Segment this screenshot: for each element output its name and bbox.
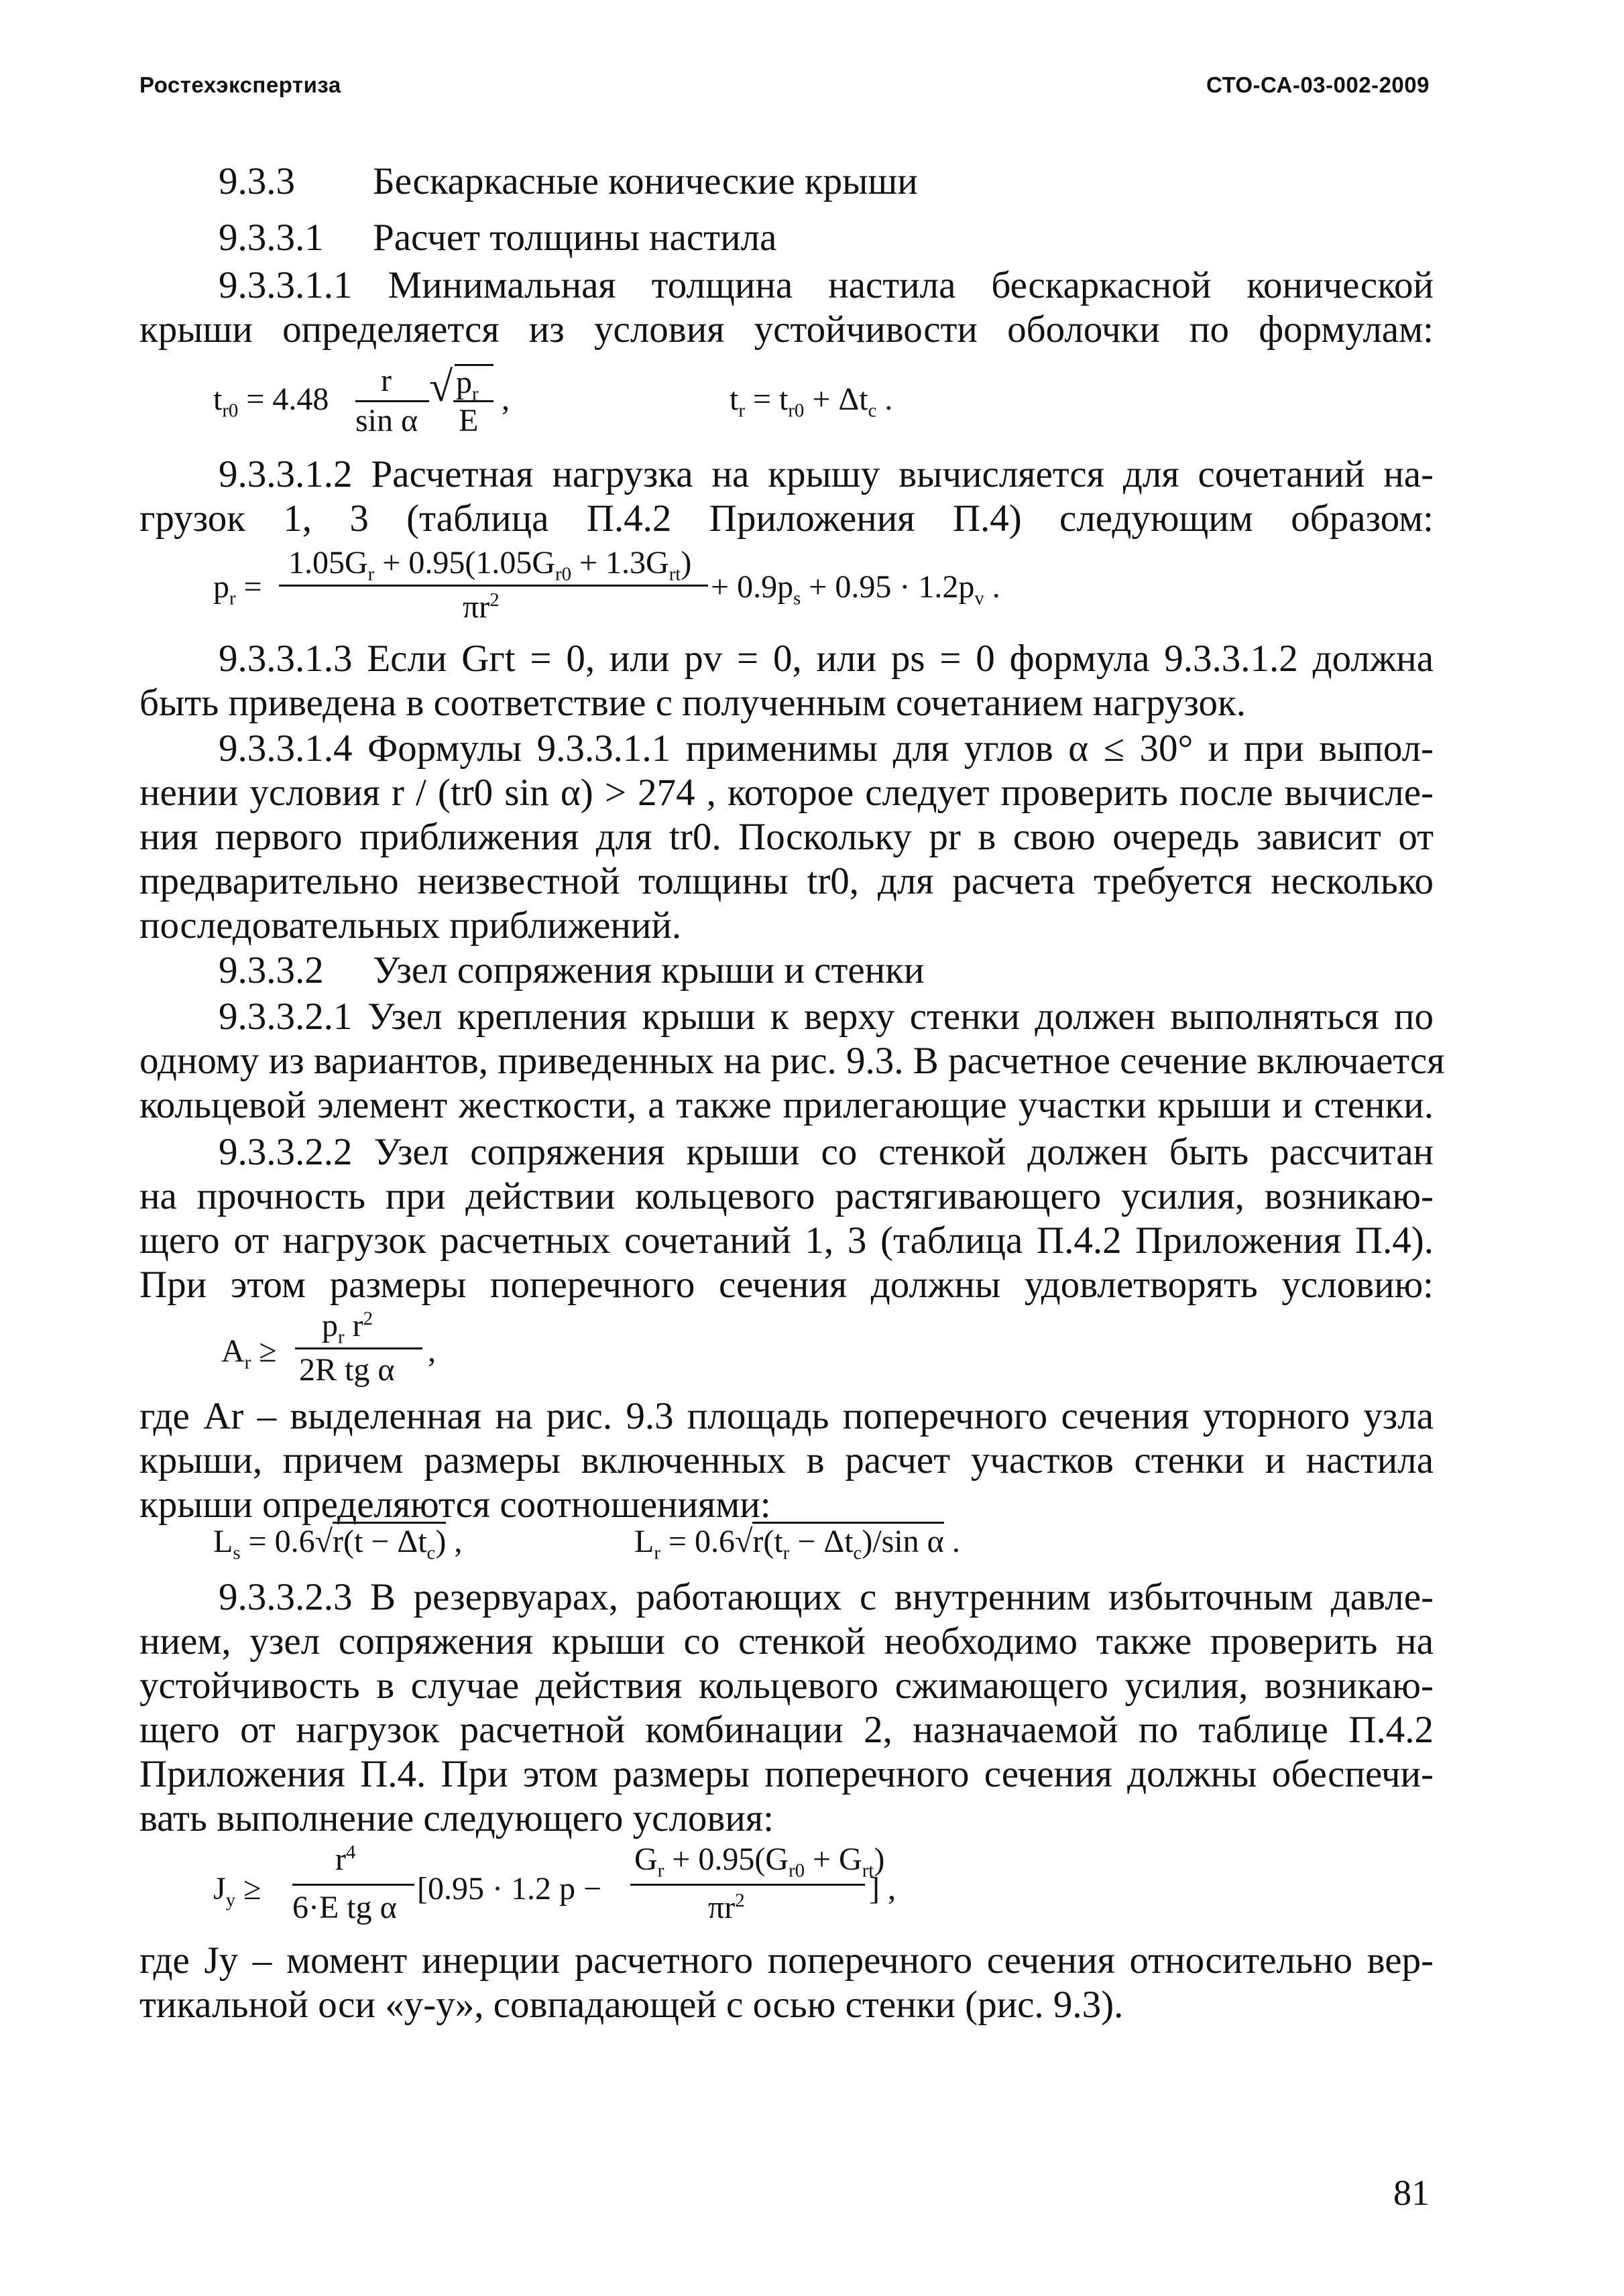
paragraph-line: 9.3.3.2.3 В резервуарах, работающих с внутренним избыточным давле- xyxy=(219,1576,1434,1618)
paragraph-line: вать выполнение следующего условия: xyxy=(139,1797,774,1839)
paragraph-line: грузок 1, 3 (таблица П.4.2 Приложения П.4) следующим образом: xyxy=(139,497,1434,540)
paragraph-line: предварительно неизвестной толщины tr0, для расчета требуется несколько xyxy=(139,860,1434,902)
paragraph-line: устойчивость в случае действия кольцевого сжимающего усилия, возникаю- xyxy=(139,1665,1434,1707)
paragraph-line: одному из вариантов, приведенных на рис. 9.3. В расчетное сечение включается xyxy=(139,1040,1445,1082)
paragraph-line: 9.3.3.1.1 Минимальная толщина настила бескаркасной конической xyxy=(219,264,1434,306)
paragraph-line: щего от нагрузок расчетной комбинации 2, назначаемой по таблице П.4.2 xyxy=(139,1709,1434,1751)
paragraph-line: щего от нагрузок расчетных сочетаний 1, 3 (таблица П.4.2 Приложения П.4). xyxy=(139,1219,1434,1262)
header-document-code: СТО-СА-03-002-2009 xyxy=(1206,72,1430,97)
paragraph-line: нием, узел сопряжения крыши со стенкой необходимо также проверить на xyxy=(139,1620,1434,1663)
section-number: 9.3.3.2 xyxy=(219,949,324,991)
paragraph-line: где Ar – выделенная на рис. 9.3 площадь поперечного сечения уторного узла xyxy=(139,1395,1434,1437)
paragraph-line: 9.3.3.2.1 Узел крепления крыши к верху стенки должен выполняться по xyxy=(219,995,1434,1038)
header-organization: Ростехэкспертиза xyxy=(139,72,341,97)
formula-lr: $L_r = 0.6√r(t_r - \Delta t_c)/\sin$ α . xyxy=(634,1523,960,1560)
paragraph-line: Приложения П.4. При этом размеры поперечного сечения должны обеспечи- xyxy=(139,1753,1434,1795)
formula-tr: $t_r = t_{r0} + \Delta t_c$ . xyxy=(730,381,893,422)
section-heading-9-3-3 xyxy=(219,160,1434,204)
section-number: 9.3.3 xyxy=(219,160,295,202)
paragraph-line: крыши определяются соотношениями: xyxy=(139,1484,771,1526)
paragraph-line: крыши, причем размеры включенных в расчет участков стенки и настила xyxy=(139,1439,1434,1482)
paragraph-line: тикальной оси «y-y», совпадающей с осью стенки (рис. 9.3). xyxy=(139,1984,1124,2026)
paragraph-line: крыши определяется из условия устойчивости оболочки по формулам: xyxy=(139,308,1434,351)
section-title: Расчет толщины настила xyxy=(373,217,777,259)
formula-ls: $L_s = 0.6√r(t - \Delta t_c)$ , xyxy=(213,1523,462,1560)
paragraph-line: При этом размеры поперечного сечения должны удовлетворять условию: xyxy=(139,1264,1434,1306)
paragraph-line: нении условия r / (tr0 sin α) > 274 , которое следует проверить после вычисле- xyxy=(139,772,1434,814)
paragraph-line: быть приведена в соответствие с полученным сочетанием нагрузок. xyxy=(139,682,1246,724)
section-heading-9-3-3-2 xyxy=(219,949,1434,993)
section-title: Узел сопряжения крыши и стенки xyxy=(373,949,925,991)
section-heading-9-3-3-1 xyxy=(219,216,1434,260)
section-number: 9.3.3.1 xyxy=(219,217,324,259)
paragraph-line: последовательных приближений. xyxy=(139,904,682,947)
paragraph-line: на прочность при действии кольцевого растягивающего усилия, возникаю- xyxy=(139,1175,1434,1217)
paragraph-line: 9.3.3.1.3 Если Gгt = 0, или pv = 0, или ps = 0 формула 9.3.3.1.2 должна xyxy=(219,638,1434,680)
paragraph-line: 9.3.3.2.2 Узел сопряжения крыши со стенкой должен быть рассчитан xyxy=(219,1131,1434,1173)
page-number: 81 xyxy=(1393,2173,1430,2213)
paragraph-line: ния первого приближения для tr0. Поскольку pr в свою очередь зависит от xyxy=(139,816,1434,858)
paragraph-line: 9.3.3.1.2 Расчетная нагрузка на крышу вычисляется для сочетаний на- xyxy=(219,453,1434,495)
paragraph-line: кольцевой элемент жесткости, а также прилегающие участки крыши и стенки. xyxy=(139,1084,1434,1126)
paragraph-line: где Jy – момент инерции расчетного поперечного сечения относительно вер- xyxy=(139,1939,1434,1982)
paragraph-line: 9.3.3.1.4 Формулы 9.3.3.1.1 применимы для углов α ≤ 30° и при выпол- xyxy=(219,727,1434,770)
section-title: Бескаркасные конические крыши xyxy=(373,160,918,202)
